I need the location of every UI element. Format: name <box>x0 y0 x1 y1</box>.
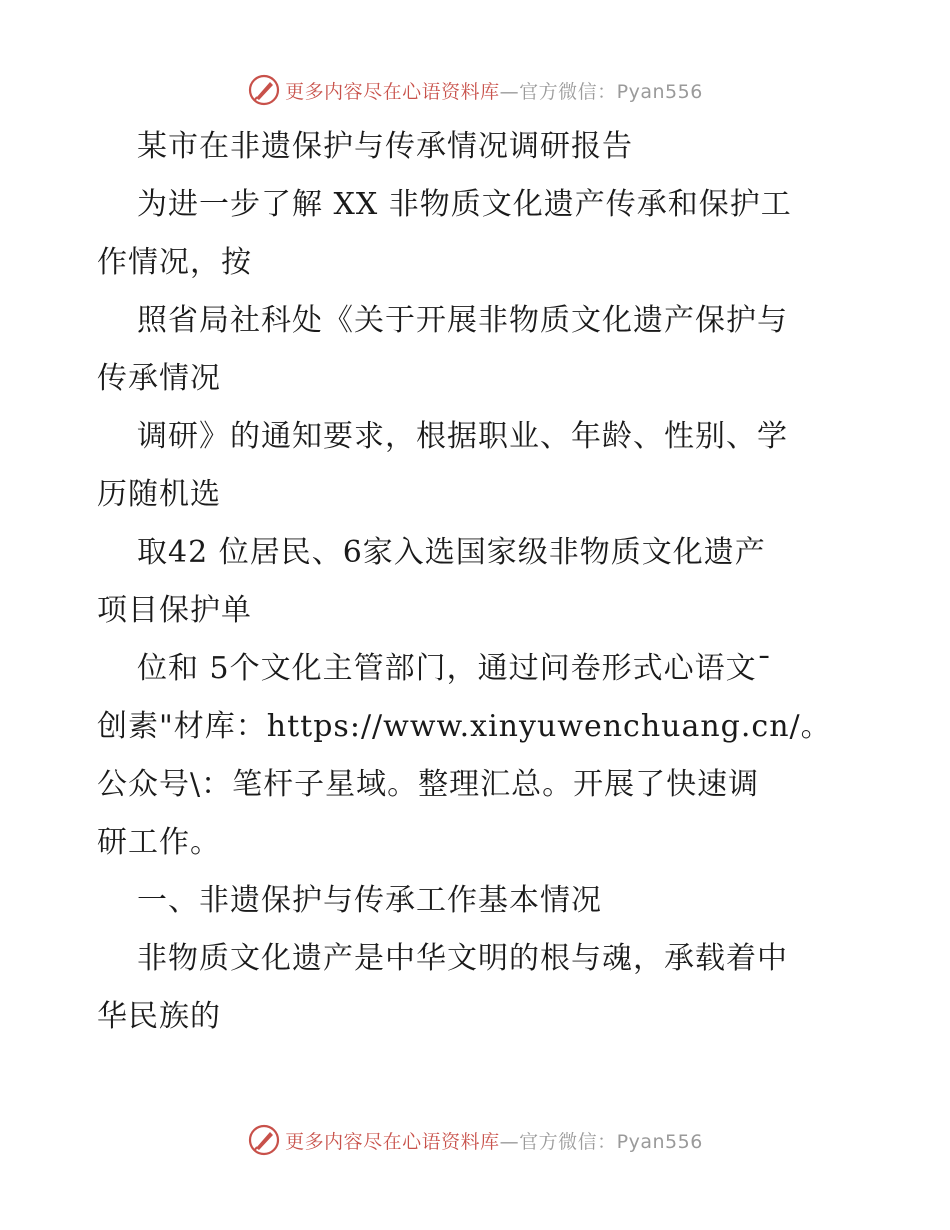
banner-text <box>285 77 703 104</box>
paragraph-line: 华民族的 <box>97 999 221 1034</box>
document-body <box>97 118 857 1046</box>
paragraph-line: 项目保护单 <box>97 593 252 628</box>
quill-logo-icon <box>247 1123 281 1157</box>
paragraph-line: 位和 5个文化主管部门，通过问卷形式心语文¯ <box>137 651 773 686</box>
paragraph-line: 作情况，按 <box>97 245 252 280</box>
header-watermark-banner <box>0 70 950 110</box>
paragraph-line: 调研》的通知要求，根据职业、年龄、性别、学 <box>137 419 788 454</box>
quill-logo-icon <box>247 73 281 107</box>
paragraph-line: 传承情况 <box>97 361 221 396</box>
paragraph-line: 研工作。 <box>97 825 221 860</box>
section-heading: 一、非遗保护与传承工作基本情况 <box>137 883 602 918</box>
paragraph-line: 历随机选 <box>97 477 221 512</box>
document-title: 某市在非遗保护与传承情况调研报告 <box>137 129 633 164</box>
banner-title: 更多内容尽在心语资料库 <box>285 80 500 103</box>
paragraph-line: 非物质文化遗产是中华文明的根与魂，承载着中 <box>137 941 788 976</box>
paragraph-line: 照省局社科处《关于开展非物质文化遗产保护与 <box>137 303 788 338</box>
paragraph-line: 创素"材库：https://www.xinyuwenchuang.cn/。 <box>97 709 832 744</box>
banner-title: 更多内容尽在心语资料库 <box>285 1130 500 1153</box>
footer-watermark-banner <box>0 1120 950 1160</box>
paragraph-line: 取42 位居民、6家入选国家级非物质文化遗产 <box>137 535 766 570</box>
paragraph-line: 为进一步了解 XX 非物质文化遗产传承和保护工 <box>137 187 792 222</box>
banner-text <box>285 1127 703 1154</box>
paragraph-line: 公众号\：笔杆子星域。整理汇总。开展了快速调 <box>97 767 760 802</box>
banner-wechat: —官方微信：Pyan556 <box>499 80 703 103</box>
banner-wechat: —官方微信：Pyan556 <box>499 1130 703 1153</box>
